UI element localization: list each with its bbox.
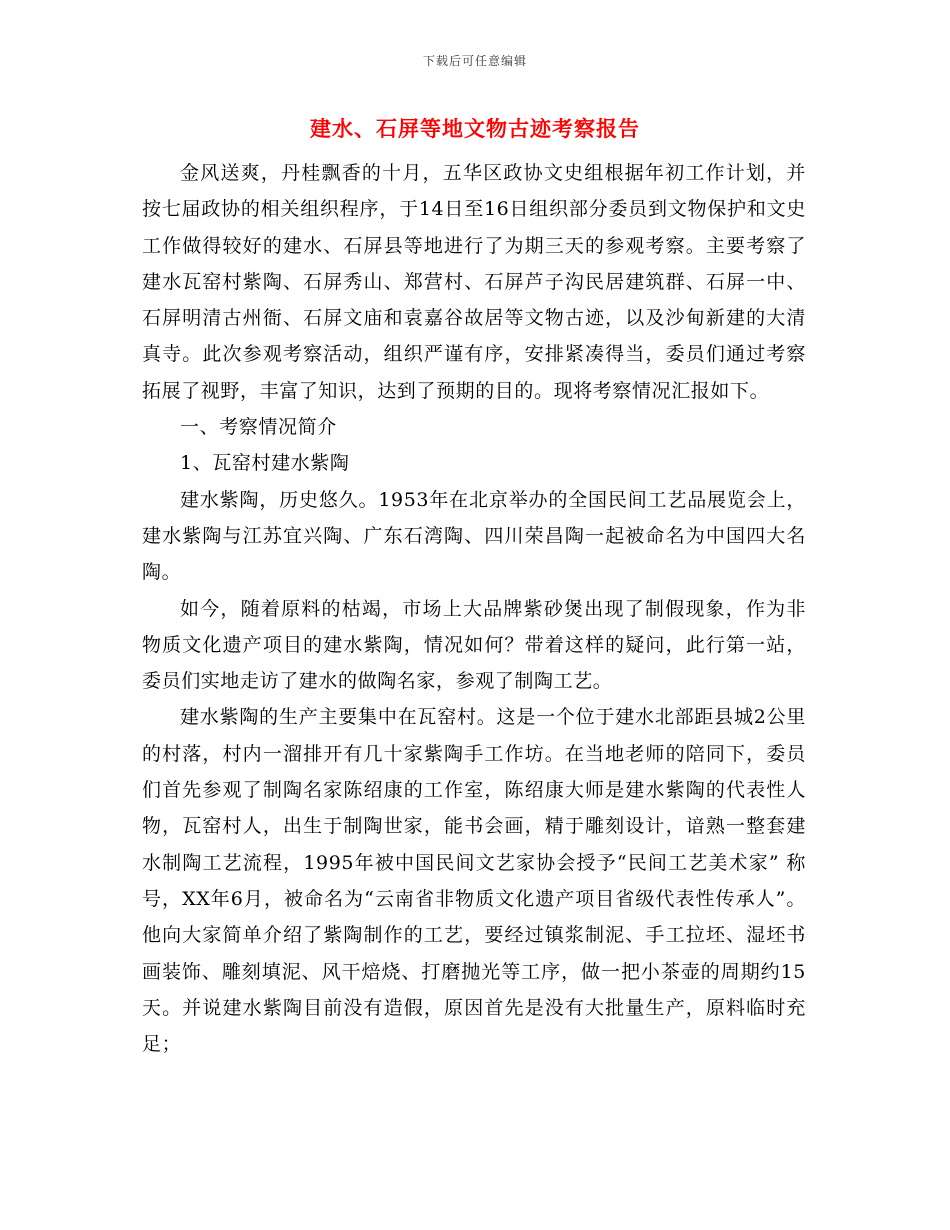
- body-paragraph: 建水紫陶，历史悠久。1953年在北京举办的全国民间工艺品展览会上，建水紫陶与江苏宜兴陶、广东石湾陶、四川荣昌陶一起被命名为中国四大名陶。: [142, 488, 806, 584]
- page-header: 下载后可任意编辑: [422, 54, 527, 68]
- intro-paragraph: 金风送爽，丹桂飘香的十月，五华区政协文史组根据年初工作计划，并按七届政协的相关组织程序，于14日至16日组织部分委员到文物保护和文史工作做得较好的建水、石屏县等地进行了为期三天的参观考察。主要考察了建水瓦窑村紫陶、石屏秀山、郑营村、石屏芦子沟民居建筑群、石屏一中、石屏明清古州衙、石屏文庙和袁嘉谷故居等文物古迹，以及沙甸新建的大清真寺。此次参观考察活动，组织严谨有序，安排紧凑得当，委员们通过考察拓展了视野，丰富了知识，达到了预期的目的。现将考察情况汇报如下。: [142, 162, 806, 402]
- subsection-heading: 1、瓦窑村建水紫陶: [180, 452, 350, 475]
- document-body: [142, 155, 806, 1062]
- body-paragraph: 建水紫陶的生产主要集中在瓦窑村。这是一个位于建水北部距县城2公里的村落，村内一溜排开有几十家紫陶手工作坊。在当地老师的陪同下，委员们首先参观了制陶名家陈绍康的工作室，陈绍康大师是建水紫陶的代表性人物，瓦窑村人，出生于制陶世家，能书会画，精于雕刻设计，谙熟一整套建水制陶工艺流程，1995年被中国民间文艺家协会授予“民间工艺美术家” 称号，XX年6月，被命名为“云南省非物质文化遗产项目省级代表性传承人”。他向大家简单介绍了紫陶制作的工艺，要经过镇浆制泥、手工拉坯、湿坯书画装饰、雕刻填泥、风干焙烧、打磨抛光等工序，做一把小茶壶的周期约15天。并说建水紫陶目前没有造假，原因首先是没有大批量生产，原料临时充足；: [142, 706, 806, 1056]
- body-paragraph: 如今，随着原料的枯竭，市场上大品牌紫砂煲出现了制假现象，作为非物质文化遗产项目的建水紫陶，情况如何？带着这样的疑问，此行第一站，委员们实地走访了建水的做陶名家，参观了制陶工艺。: [142, 597, 806, 693]
- document-title: 建水、石屏等地文物古迹考察报告: [310, 116, 640, 141]
- section-heading: 一、考察情况简介: [180, 416, 337, 439]
